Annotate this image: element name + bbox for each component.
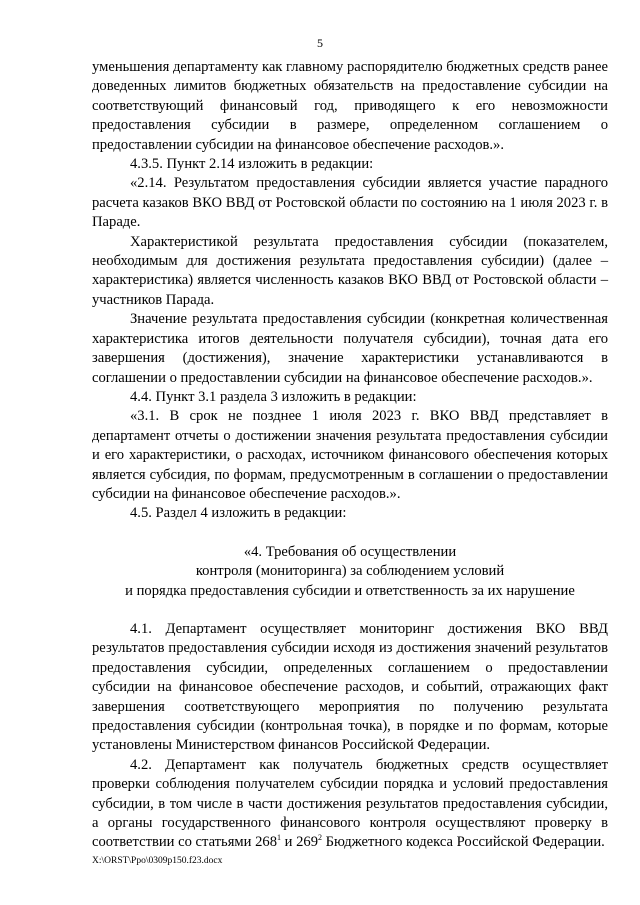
paragraph-4-1: 4.1. Департамент осуществляет мониторинг достижения ВКО ВВД результатов предоставления субсидии исходя из достижения значений результатов предоставления субсидии, определенных соглашением о предоставлении субсидии на финансовое обеспечение расходов, и событий, отражающих факт завершения соответствующего мероприятия по получению результата предоставления субсидии (контрольная точка), в порядке и по формам, которые установлены Министерством финансов Российской Федерации. xyxy=(92,620,608,754)
file-path-footer: X:\ORST\Ppo\0309p150.f23.docx xyxy=(92,856,223,866)
paragraph-4-2-text-a: 4.2. Департамент как получатель бюджетных средств осуществляет проверки соблюдения получателем субсидии порядка и условий предоставления субсидии, в том числе в части достижения результатов предоставления субсидии, а органы государственного финансового контроля осуществляют проверку в соответствии со статьями 268 xyxy=(92,756,608,851)
page-number: 5 xyxy=(317,36,323,50)
paragraph-4-4: 4.4. Пункт 3.1 раздела 3 изложить в редакции: xyxy=(130,388,417,405)
paragraph-4-3-5: 4.3.5. Пункт 2.14 изложить в редакции: xyxy=(130,156,374,173)
document-body xyxy=(92,58,608,853)
section-heading-line-3: и порядка предоставления субсидии и ответственность за их нарушение xyxy=(125,582,575,599)
paragraph-4-2 xyxy=(92,756,608,853)
footnote-ref-1: 1 xyxy=(277,833,281,843)
paragraph-2-14: «2.14. Результатом предоставления субсидии является участие парадного расчета казаков ВКО ВВД от Ростовской области по состоянию на 1 июля 2023 г. в Параде. xyxy=(92,175,608,231)
section-heading-line-2: контроля (мониторинга) за соблюдением условий xyxy=(195,563,505,580)
footnote-ref-2: 2 xyxy=(318,833,322,843)
paragraph-4-5: 4.5. Раздел 4 изложить в редакции: xyxy=(130,505,347,522)
section-4-heading xyxy=(92,543,608,601)
spacer xyxy=(92,524,608,543)
paragraph-3-1: «3.1. В срок не позднее 1 июля 2023 г. ВКО ВВД представляет в департамент отчеты о достижении значения результата предоставления субсидии и его характеристики, о расходах, источником финансового обеспечения которых является субсидия, по формам, предусмотренным в соглашении о предоставлении субсидии на финансовое обеспечение расходов.». xyxy=(92,408,608,502)
paragraph-continuation: уменьшения департаменту как главному распорядителю бюджетных средств ранее доведенных лимитов бюджетных обязательств на предоставление субсидии на соответствующий финансовый год, приводящего к его невозможности предоставления субсидии в размере, определенном соглашением о предоставлении субсидии на финансовое обеспечение расходов.». xyxy=(92,59,608,153)
section-heading-line-1: «4. Требования об осуществлении xyxy=(243,543,457,560)
paragraph-4-2-text-c: Бюджетного кодекса Российской Федерации. xyxy=(322,834,605,851)
paragraph-result-value: Значение результата предоставления субсидии (конкретная количественная характеристика итогов деятельности получателя субсидии), точная дата его завершения (достижения), значение характеристики устанавливаются в соглашении о предоставлении субсидии на финансовое обеспечение расходов.». xyxy=(92,311,608,386)
paragraph-4-2-text-b: и 269 xyxy=(281,834,318,851)
spacer xyxy=(92,601,608,620)
paragraph-characteristic: Характеристикой результата предоставления субсидии (показателем, необходимым для достижения результата предоставления субсидии) (далее – характеристика) является численность казаков ВКО ВВД от Ростовской области – участников Парада. xyxy=(92,233,608,308)
